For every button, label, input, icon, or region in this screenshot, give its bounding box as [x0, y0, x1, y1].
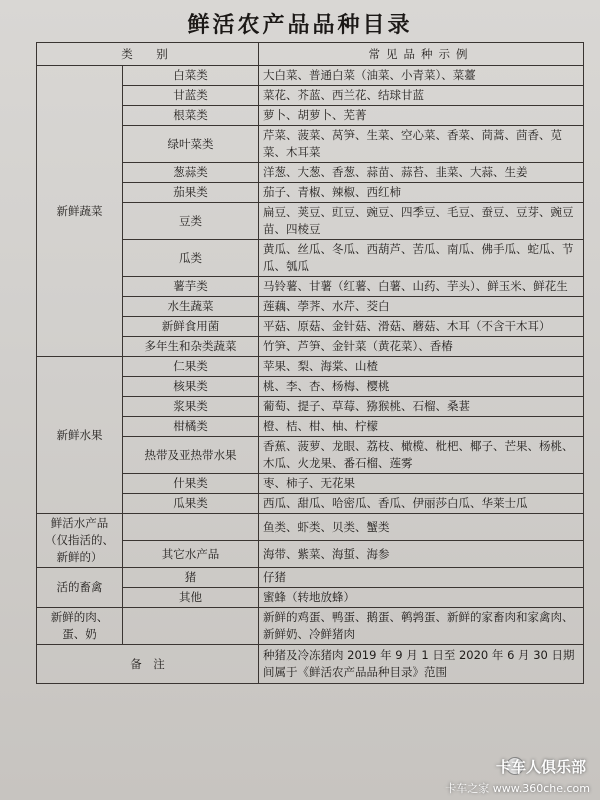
sub-category: 瓜果类 [123, 494, 259, 514]
table-row [37, 357, 584, 377]
example-varieties: 扁豆、荚豆、豇豆、豌豆、四季豆、毛豆、蚕豆、豆芽、豌豆苗、四棱豆 [259, 203, 584, 240]
example-varieties: 鱼类、虾类、贝类、蟹类 [259, 514, 584, 541]
example-varieties: 洋葱、大葱、香葱、蒜苗、蒜苔、韭菜、大蒜、生姜 [259, 163, 584, 183]
header-row [37, 43, 584, 66]
catalog-table [36, 42, 584, 684]
sub-category: 薯芋类 [123, 277, 259, 297]
example-varieties: 新鲜的鸡蛋、鸭蛋、鹅蛋、鹌鹑蛋、新鲜的家畜肉和家禽肉、新鲜奶、冷鲜猪肉 [259, 608, 584, 645]
sub-category: 新鲜食用菌 [123, 317, 259, 337]
sub-category: 白菜类 [123, 66, 259, 86]
note-row [37, 645, 584, 684]
example-varieties: 海带、紫菜、海蜇、海参 [259, 541, 584, 568]
major-category: 鲜活水产品（仅指活的、新鲜的） [37, 514, 123, 568]
example-varieties: 蜜蜂（转地放蜂） [259, 588, 584, 608]
example-varieties: 枣、柿子、无花果 [259, 474, 584, 494]
sub-category: 根菜类 [123, 106, 259, 126]
sub-category: 柑橘类 [123, 417, 259, 437]
sub-category: 什果类 [123, 474, 259, 494]
example-varieties: 莲藕、荸荠、水芹、茭白 [259, 297, 584, 317]
sub-category [123, 514, 259, 541]
example-varieties: 萝卜、胡萝卜、芜菁 [259, 106, 584, 126]
table-row [37, 514, 584, 541]
note-text: 种猪及冷冻猪肉 2019 年 9 月 1 日至 2020 年 6 月 30 日期间属于《鲜活农产品品种目录》范围 [259, 645, 584, 684]
sub-category: 猪 [123, 568, 259, 588]
example-varieties: 茄子、青椒、辣椒、西红柿 [259, 183, 584, 203]
example-varieties: 橙、桔、柑、柚、柠檬 [259, 417, 584, 437]
sub-category: 绿叶菜类 [123, 126, 259, 163]
header-examples: 常见品种示例 [259, 43, 584, 66]
sub-category [123, 608, 259, 645]
table-row [37, 608, 584, 645]
example-varieties: 平菇、原菇、金针菇、滑菇、蘑菇、木耳（不含干木耳） [259, 317, 584, 337]
major-category: 新鲜蔬菜 [37, 66, 123, 357]
sub-category: 其它水产品 [123, 541, 259, 568]
example-varieties: 西瓜、甜瓜、哈密瓜、香瓜、伊丽莎白瓜、华莱士瓜 [259, 494, 584, 514]
sub-category: 豆类 [123, 203, 259, 240]
table-row [37, 66, 584, 86]
sub-category: 仁果类 [123, 357, 259, 377]
header-category: 类 别 [37, 43, 259, 66]
sub-category: 核果类 [123, 377, 259, 397]
example-varieties: 苹果、梨、海棠、山楂 [259, 357, 584, 377]
major-category: 新鲜的肉、蛋、奶 [37, 608, 123, 645]
example-varieties: 菜花、芥蓝、西兰花、结球甘蓝 [259, 86, 584, 106]
example-varieties: 马铃薯、甘薯（红薯、白薯、山药、芋头）、鲜玉米、鲜花生 [259, 277, 584, 297]
document-title: 鲜活农产品品种目录 [187, 13, 413, 38]
sub-category: 甘蓝类 [123, 86, 259, 106]
sub-category: 水生蔬菜 [123, 297, 259, 317]
major-category: 活的畜禽 [37, 568, 123, 608]
example-varieties: 葡萄、提子、草莓、猕猴桃、石榴、桑葚 [259, 397, 584, 417]
example-varieties: 香蕉、菠萝、龙眼、荔枝、橄榄、枇杷、椰子、芒果、杨桃、木瓜、火龙果、番石榴、莲雾 [259, 437, 584, 474]
sub-category: 其他 [123, 588, 259, 608]
catalog-body [37, 66, 584, 645]
sub-category: 浆果类 [123, 397, 259, 417]
watermark-name: 卡车人俱乐部 [495, 758, 586, 776]
example-varieties: 黄瓜、丝瓜、冬瓜、西葫芦、苦瓜、南瓜、佛手瓜、蛇瓜、节瓜、瓠瓜 [259, 240, 584, 277]
watermark-site: 卡车之家 www.360che.com [445, 782, 590, 795]
sub-category: 热带及亚热带水果 [123, 437, 259, 474]
example-varieties: 竹笋、芦笋、金针菜（黄花菜）、香椿 [259, 337, 584, 357]
sub-category: 多年生和杂类蔬菜 [123, 337, 259, 357]
example-varieties: 芹菜、菠菜、莴笋、生菜、空心菜、香菜、茼蒿、茴香、苋菜、木耳菜 [259, 126, 584, 163]
note-label: 备 注 [37, 645, 259, 684]
sub-category: 葱蒜类 [123, 163, 259, 183]
sub-category: 瓜类 [123, 240, 259, 277]
sub-category: 茄果类 [123, 183, 259, 203]
example-varieties: 大白菜、普通白菜（油菜、小青菜）、菜薹 [259, 66, 584, 86]
table-row [37, 568, 584, 588]
example-varieties: 仔猪 [259, 568, 584, 588]
major-category: 新鲜水果 [37, 357, 123, 514]
example-varieties: 桃、李、杏、杨梅、樱桃 [259, 377, 584, 397]
